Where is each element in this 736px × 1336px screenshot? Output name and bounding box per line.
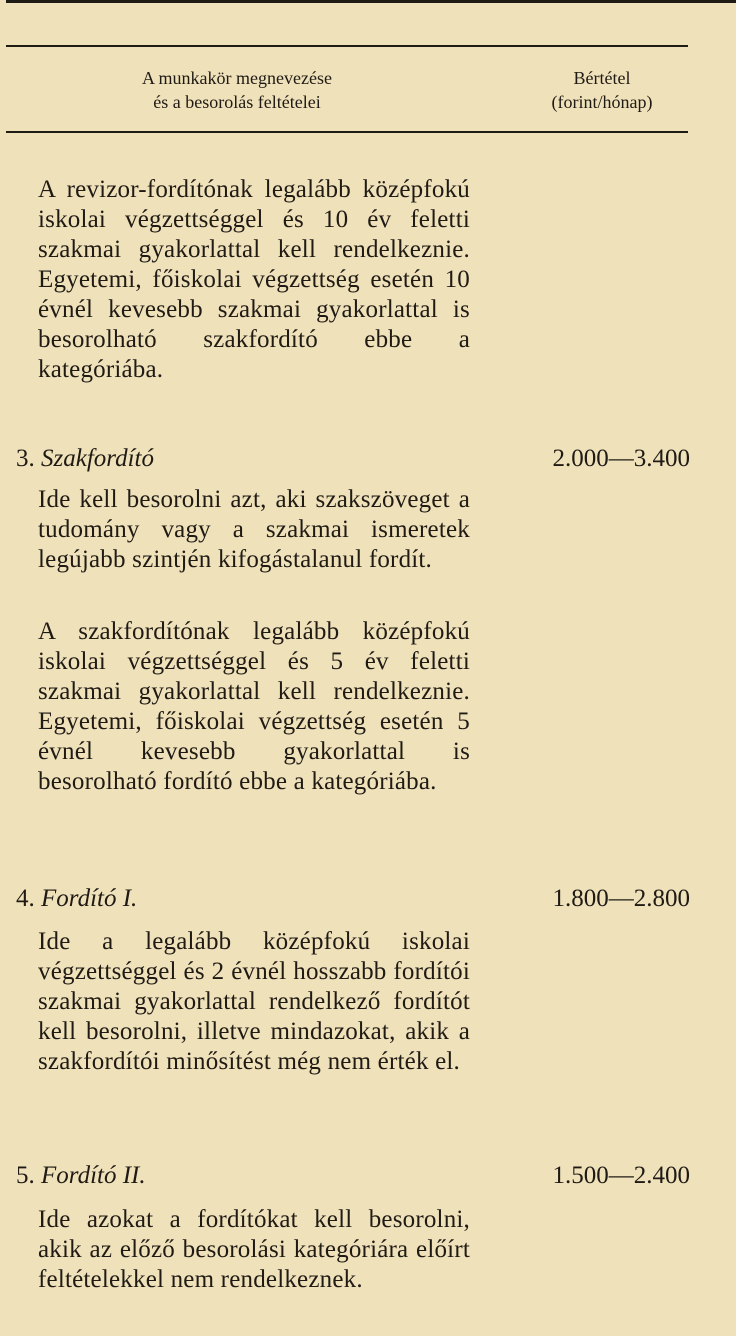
entry-4-wage: 1.800—2.800 xyxy=(552,885,690,912)
entry-5-paragraph-1-text: Ide azokat a fordítókat kell besorolni, akik az előző besorolási kategóriára előírt feltételekkel nem rendelkeznek. xyxy=(38,1206,470,1293)
entry-3-paragraph-2 xyxy=(38,617,470,797)
intro-text: A revizor-fordítónak legalább középfokú iskolai végzettséggel és 10 év feletti szakmai gyakorlattal kell rendelkeznie. Egyetemi, főiskolai végzettség esetén 10 évnél kevesebb szakmai gyakorlattal is besorolható szakfordító ebbe a kategóriába. xyxy=(38,176,470,383)
entry-3-paragraph-2-text: A szakfordítónak legalább középfokú iskolai végzettséggel és 5 év feletti szakmai gyakorlattal kell rendelkeznie. Egyetemi, főiskolai végzettség esetén 5 évnél kevesebb gyakorlattal is besorolható fordító ebbe a kategóriába. xyxy=(38,618,470,795)
column-header-position xyxy=(72,66,402,114)
entry-4-paragraph-1 xyxy=(38,927,470,1077)
entry-3-title xyxy=(16,444,154,474)
entry-3-name: Szakfordító xyxy=(41,445,154,472)
header-top-rule xyxy=(6,45,688,47)
entry-4-paragraph-1-text: Ide a legalább középfokú iskolai végzettséggel és 2 évnél hosszabb fordítói szakmai gyakorlattal rendelkező fordítót kell besorolni, illetve mindazokat, akik a szakfordítói minősítést még nem érték el. xyxy=(38,928,470,1075)
column-header-position-line1: A munkakör megnevezése xyxy=(142,68,332,88)
entry-3-paragraph-1 xyxy=(38,485,470,575)
entry-5-title xyxy=(16,1161,146,1191)
entry-3-paragraph-1-text: Ide kell besorolni azt, aki szakszöveget a tudomány vagy a szakmai ismeretek legújabb szintjén kifogástalanul fordít. xyxy=(38,486,470,573)
top-border-rule xyxy=(6,0,736,3)
header-bottom-rule xyxy=(6,131,688,133)
entry-3-number: 3. xyxy=(16,445,35,472)
entry-4-name: Fordító I. xyxy=(41,885,138,912)
entry-5-paragraph-1 xyxy=(38,1205,470,1295)
entry-4-title xyxy=(16,884,137,914)
entry-3-wage: 2.000—3.400 xyxy=(552,445,690,472)
intro-paragraph xyxy=(38,175,470,385)
column-header-position-line2: és a besorolás feltételei xyxy=(153,92,321,112)
entry-5-number: 5. xyxy=(16,1162,35,1189)
column-header-wage-line1: Bértétel xyxy=(573,68,631,88)
column-header-wage xyxy=(512,66,692,114)
entry-5-name: Fordító II. xyxy=(41,1162,146,1189)
entry-5-wage: 1.500—2.400 xyxy=(552,1162,690,1189)
entry-4-number: 4. xyxy=(16,885,35,912)
column-header-wage-line2: (forint/hónap) xyxy=(551,92,653,112)
